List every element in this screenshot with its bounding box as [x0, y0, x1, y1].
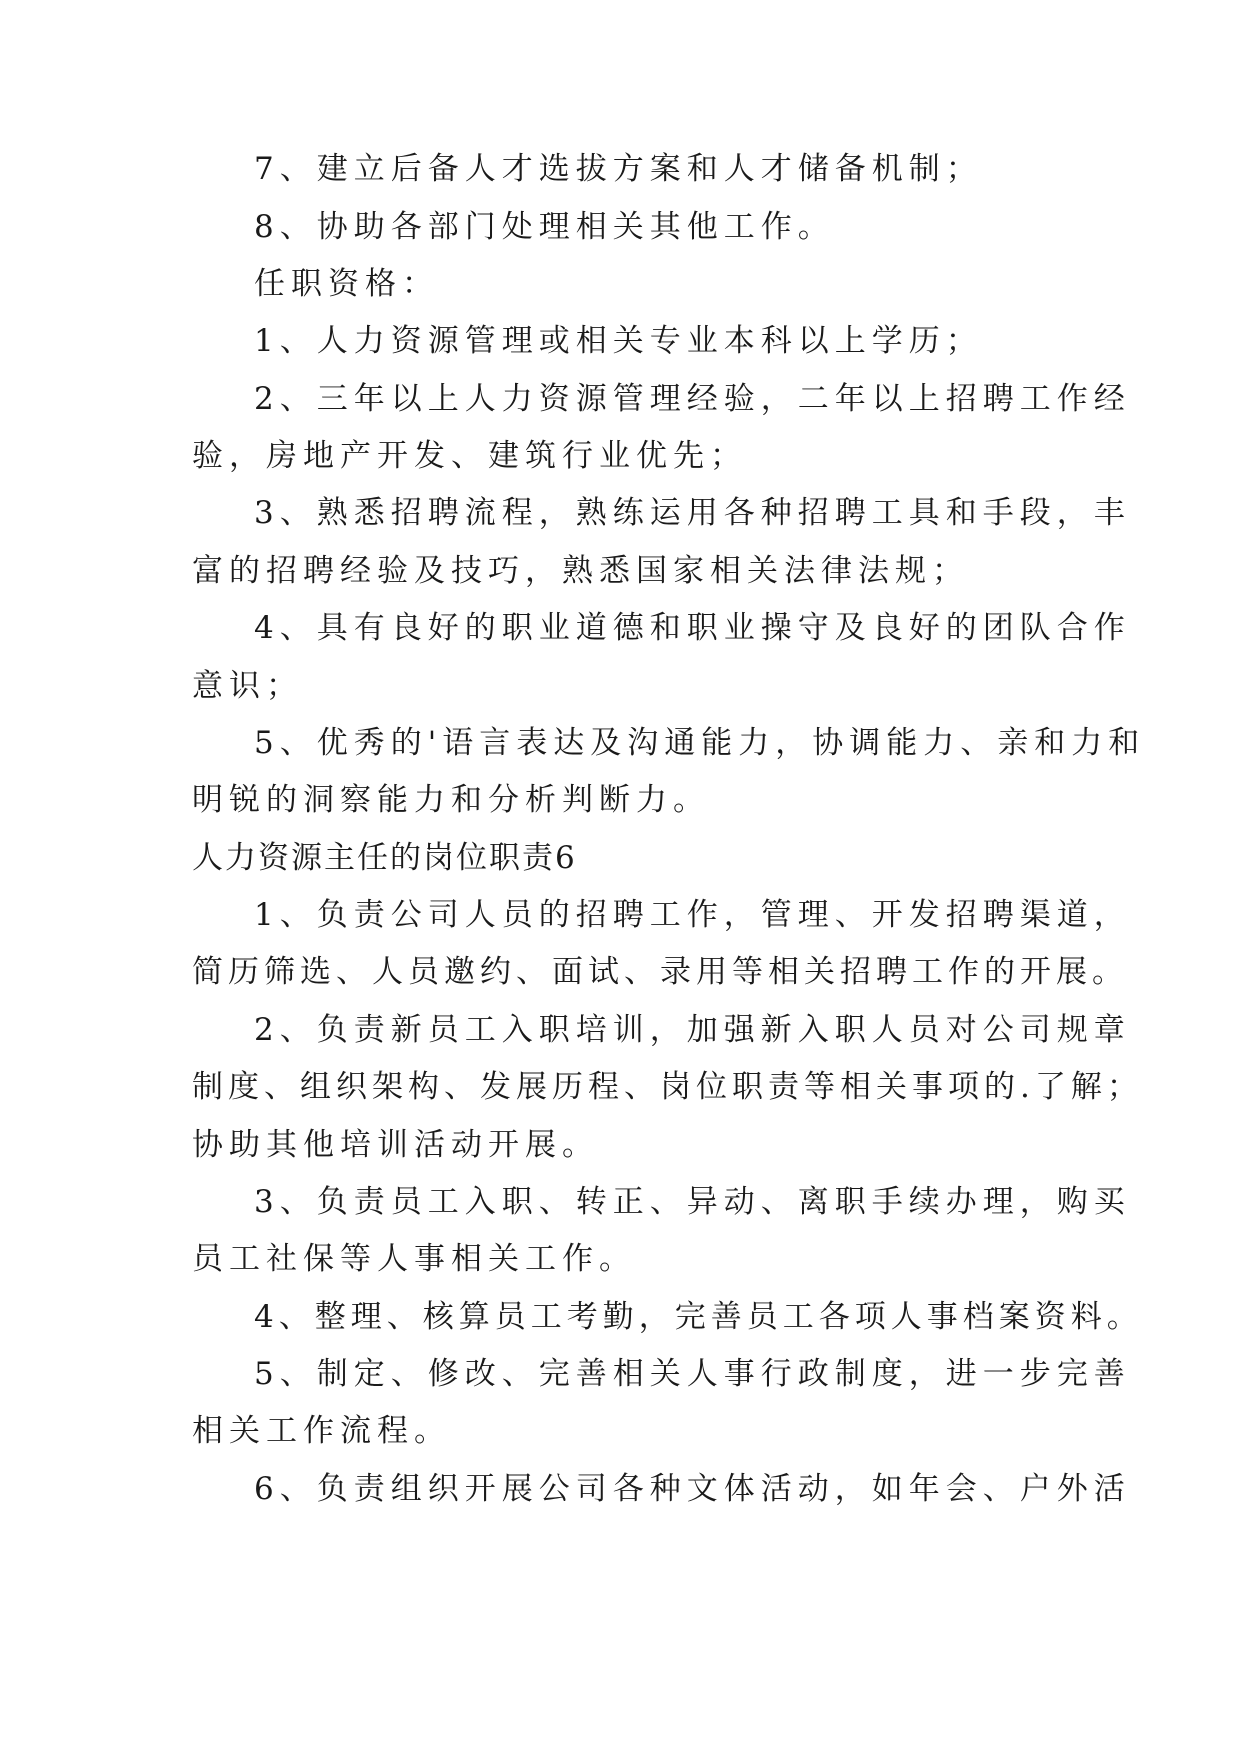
- section-heading: 任职资格：: [254, 266, 439, 302]
- text-line: 制度、组织架构、发展历程、岗位职责等相关事项的.了解；: [192, 1069, 1143, 1105]
- text-line: 1、人力资源管理或相关专业本科以上学历；: [254, 323, 983, 359]
- text-line: 验，房地产开发、建筑行业优先；: [192, 438, 747, 474]
- text-line: 2、负责新员工入职培训，加强新入职人员对公司规章: [254, 1012, 1131, 1048]
- text-line: 员工社保等人事相关工作。: [192, 1241, 636, 1277]
- text-line: 6、负责组织开展公司各种文体活动，如年会、户外活: [254, 1471, 1131, 1507]
- text-line: 富的招聘经验及技巧，熟悉国家相关法律法规；: [192, 553, 969, 589]
- text-line: 明锐的洞察能力和分析判断力。: [192, 782, 710, 818]
- text-line: 意识；: [192, 668, 303, 704]
- text-line: 7、建立后备人才选拔方案和人才储备机制；: [254, 151, 983, 187]
- text-line: 3、负责员工入职、转正、异动、离职手续办理，购买: [254, 1184, 1131, 1220]
- section-title: 人力资源主任的岗位职责6: [192, 840, 577, 876]
- text-line: 4、整理、核算员工考勤，完善员工各项人事档案资料。: [254, 1299, 1143, 1335]
- text-line: 简历筛选、人员邀约、面试、录用等相关招聘工作的开展。: [192, 954, 1128, 990]
- text-line: 协助其他培训活动开展。: [192, 1127, 599, 1163]
- text-line: 1、负责公司人员的招聘工作，管理、开发招聘渠道，: [254, 897, 1131, 933]
- text-line: 相关工作流程。: [192, 1413, 451, 1449]
- text-line: 3、熟悉招聘流程，熟练运用各种招聘工具和手段，丰: [254, 495, 1131, 531]
- text-line: 4、具有良好的职业道德和职业操守及良好的团队合作: [254, 610, 1131, 646]
- text-line: 5、制定、修改、完善相关人事行政制度，进一步完善: [254, 1356, 1131, 1392]
- text-line: 5、优秀的'语言表达及沟通能力，协调能力、亲和力和: [254, 725, 1146, 761]
- text-line: 2、三年以上人力资源管理经验，二年以上招聘工作经: [254, 381, 1131, 417]
- text-line: 8、协助各部门处理相关其他工作。: [254, 209, 835, 245]
